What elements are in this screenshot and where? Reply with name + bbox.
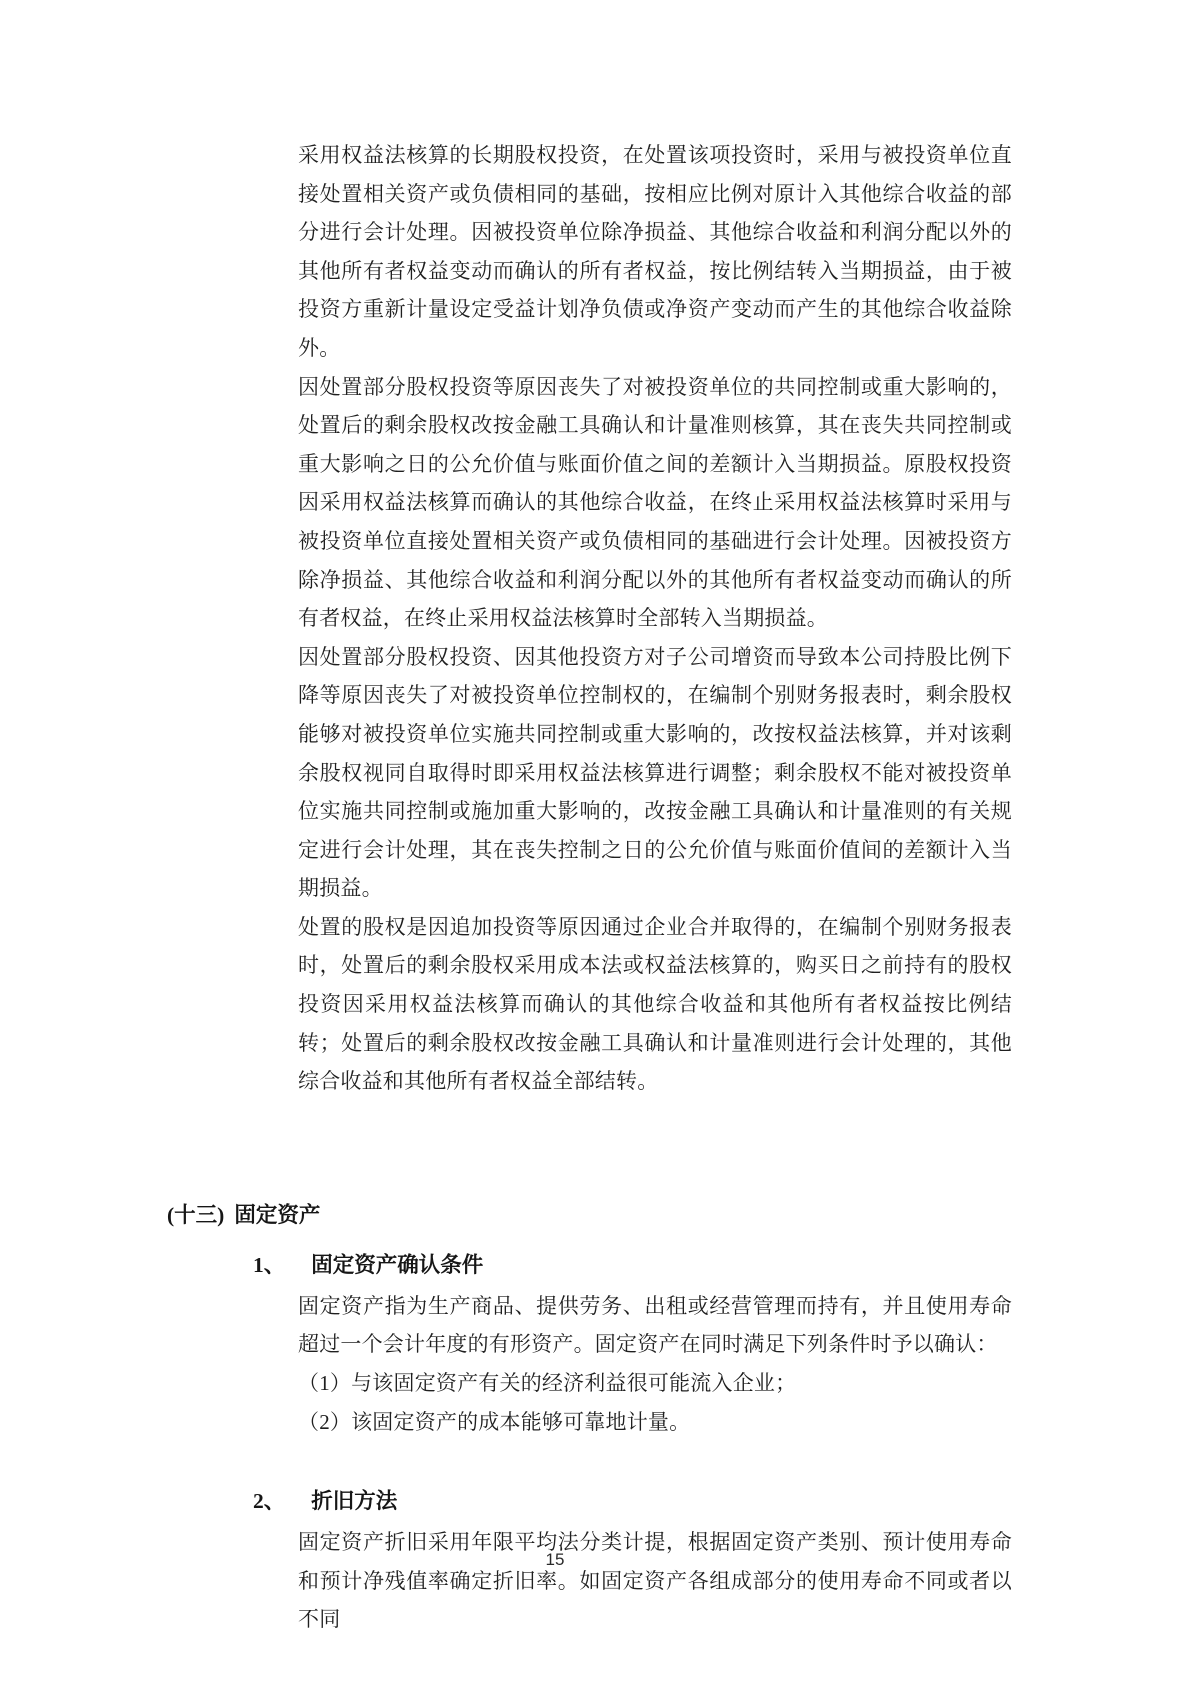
body-paragraph: 因处置部分股权投资、因其他投资方对子公司增资而导致本公司持股比例下降等原因丧失了对被投资单位控制权的，在编制个别财务报表时，剩余股权能够对被投资单位实施共同控制或重大影响的，改按权益法核算，并对该剩余股权视同自取得时即采用权益法核算进行调整；剩余股权不能对被投资单位实施共同控制或施加重大影响的，改按金融工具确认和计量准则的有关规定进行会计处理，其在丧失控制之日的公允价值与账面价值间的差额计入当期损益。	[298, 644, 1012, 901]
subsection-paragraph: （1）与该固定资产有关的经济利益很可能流入企业；	[298, 1371, 797, 1396]
body-paragraph: 处置的股权是因追加投资等原因通过企业合并取得的，在编制个别财务报表时，处置后的剩余股权采用成本法或权益法核算的，购买日之前持有的股权投资因采用权益法核算而确认的其他综合收益和其他所有者权益按比例结转；处置后的剩余股权改按金融工具确认和计量准则进行会计处理的，其他综合收益和其他所有者权益全部结转。	[298, 914, 1012, 1094]
subsection-title: 折旧方法	[311, 1489, 398, 1514]
subsection-paragraph: 固定资产指为生产商品、提供劳务、出租或经营管理而持有，并且使用寿命超过一个会计年度的有形资产。固定资产在同时满足下列条件时予以确认：	[298, 1293, 1012, 1357]
equity-method-disposal-text	[298, 136, 1012, 1101]
body-paragraph: 采用权益法核算的长期股权投资，在处置该项投资时，采用与被投资单位直接处置相关资产或负债相同的基础，按相应比例对原计入其他综合收益的部分进行会计处理。因被投资单位除净损益、其他综合收益和利润分配以外的其他所有者权益变动而确认的所有者权益，按比例结转入当期损益，由于被投资方重新计量设定受益计划净负债或净资产变动而产生的其他综合收益除外。	[298, 143, 1012, 360]
section-number: (十三)	[167, 1202, 225, 1227]
subsection-paragraph: （2）该固定资产的成本能够可靠地计量。	[298, 1409, 691, 1434]
subsection-1-body	[298, 1287, 1012, 1441]
subsection-number: 1、	[253, 1252, 286, 1277]
subsection-2-heading	[253, 1479, 1012, 1523]
body-paragraph: 因处置部分股权投资等原因丧失了对被投资单位的共同控制或重大影响的，处置后的剩余股权改按金融工具确认和计量准则核算，其在丧失共同控制或重大影响之日的公允价值与账面价值之间的差额计入当期损益。原股权投资因采用权益法核算而确认的其他综合收益，在终止采用权益法核算时采用与被投资单位直接处置相关资产或负债相同的基础进行会计处理。因被投资方除净损益、其他综合收益和利润分配以外的其他所有者权益变动而确认的所有者权益，在终止采用权益法核算时全部转入当期损益。	[298, 374, 1012, 631]
subsection-number: 2、	[253, 1489, 286, 1514]
subsection-2-body	[298, 1523, 1012, 1639]
page-number: 15	[545, 1550, 565, 1569]
section-title: 固定资产	[234, 1202, 321, 1227]
subsection-1-heading	[253, 1243, 1012, 1287]
subsection-title: 固定资产确认条件	[311, 1252, 484, 1277]
section-13-heading	[167, 1193, 1012, 1237]
subsection-paragraph: 固定资产折旧采用年限平均法分类计提，根据固定资产类别、预计使用寿命和预计净残值率确定折旧率。如固定资产各组成部分的使用寿命不同或者以不同	[298, 1530, 1012, 1632]
